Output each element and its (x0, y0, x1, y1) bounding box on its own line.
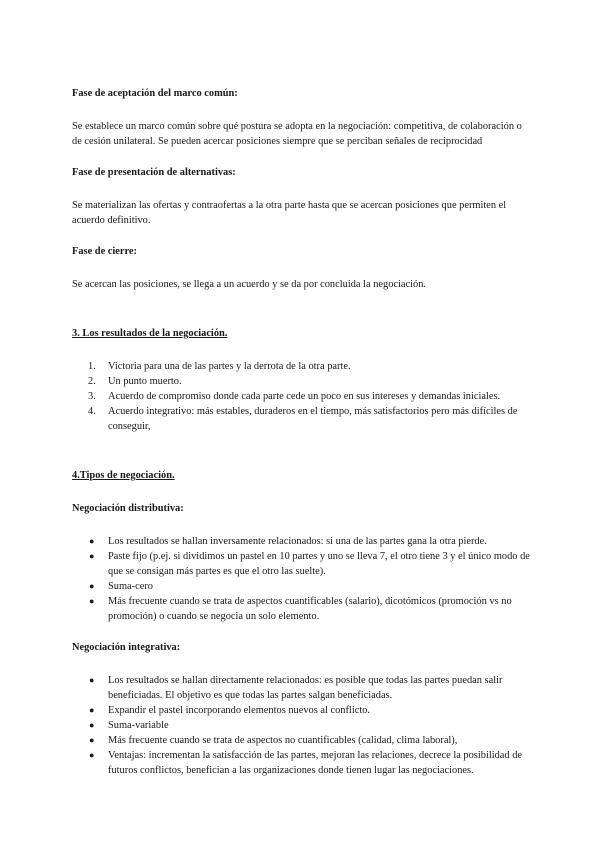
results-list-item (72, 404, 532, 434)
list-item-text: Más frecuente cuando se trata de aspectos cuantificables (salario), dicotómicos (promoción vs no promoción) o cuando se negocia un solo elemento. (108, 596, 512, 622)
bullet-icon: ● (89, 581, 95, 591)
list-item-text: Los resultados se hallan directamente relacionados: es posible que todas las partes puedan salir beneficiadas. El objetivo es que todas las partes salgan beneficiadas. (108, 675, 503, 701)
list-item (72, 594, 532, 624)
list-item-text: Victoria para una de las partes y la derrota de la otra parte. (108, 361, 351, 372)
heading-results: 3. Los resultados de la negociación. (72, 328, 228, 339)
list-number: 2. (88, 376, 96, 387)
list-item-text: Acuerdo de compromiso donde cada parte cede un poco en sus intereses y demandas iniciales. (108, 391, 501, 402)
list-item (72, 579, 532, 594)
list-item-text: Ventajas: incrementan la satisfacción de las partes, mejoran las relaciones, decrece la posibilidad de futuros conflictos, benefician a las organizaciones donde tienen lugar las negociaciones. (108, 750, 523, 776)
list-item (72, 534, 532, 549)
results-list (72, 359, 532, 434)
list-item-text: Más frecuente cuando se trata de aspectos no cuantificables (calidad, clima laboral), (108, 735, 458, 746)
heading-alternatives-phase: Fase de presentación de alternativas: (72, 167, 236, 178)
list-item-text: Un punto muerto. (108, 376, 182, 387)
list-item (72, 718, 532, 733)
list-number: 4. (88, 406, 96, 417)
bullet-icon: ● (89, 596, 95, 606)
paragraph-acceptance-phase: Se establece un marco común sobre qué postura se adopta en la negociación: competitiva, de colaboración o de cesión unilateral. Se pueden acercar posiciones siempre que se perciban señales de reciprocidad (72, 121, 522, 147)
document-page (72, 86, 532, 778)
list-item-text: Los resultados se hallan inversamente relacionados: si una de las partes gana la otra pierde. (108, 536, 487, 547)
bullet-icon: ● (89, 750, 95, 760)
distributive-list (72, 534, 532, 624)
list-number: 3. (88, 391, 96, 402)
bullet-icon: ● (89, 720, 95, 730)
list-item (72, 748, 532, 778)
heading-closing-phase: Fase de cierre: (72, 246, 138, 257)
paragraph-closing-phase: Se acercan las posiciones, se llega a un acuerdo y se da por concluida la negociación. (72, 279, 427, 290)
list-item-text: Suma-variable (108, 720, 169, 731)
heading-distributive: Negociación distributiva: (72, 503, 184, 514)
bullet-icon: ● (89, 551, 95, 561)
results-list-item (72, 374, 532, 389)
integrative-list (72, 673, 532, 778)
bullet-icon: ● (89, 705, 95, 715)
list-number: 1. (88, 361, 96, 372)
results-list-item (72, 359, 532, 374)
list-item (72, 733, 532, 748)
bullet-icon: ● (89, 675, 95, 685)
paragraph-alternatives-phase: Se materializan las ofertas y contraofertas a la otra parte hasta que se acercan posiciones que permiten el acuerdo definitivo. (72, 200, 507, 226)
list-item (72, 703, 532, 718)
list-item (72, 673, 532, 703)
list-item-text: Paste fijo (p.ej. si dividimos un pastel en 10 partes y uno se lleva 7, el otro tiene 3 y el único modo de que se consigan más partes es que el otro las suelte). (108, 551, 530, 577)
heading-integrative: Negociación integrativa: (72, 642, 181, 653)
bullet-icon: ● (89, 735, 95, 745)
heading-acceptance-phase: Fase de aceptación del marco común: (72, 88, 238, 99)
list-item-text: Acuerdo integrativo: más estables, duraderos en el tiempo, más satisfactorios pero más difíciles de conseguir, (108, 406, 518, 432)
list-item-text: Expandir el pastel incorporando elementos nuevos al conflicto. (108, 705, 370, 716)
heading-negotiation-types: 4.Tipos de negociación. (72, 470, 175, 481)
results-list-item (72, 389, 532, 404)
list-item (72, 549, 532, 579)
bullet-icon: ● (89, 536, 95, 546)
list-item-text: Suma-cero (108, 581, 154, 592)
